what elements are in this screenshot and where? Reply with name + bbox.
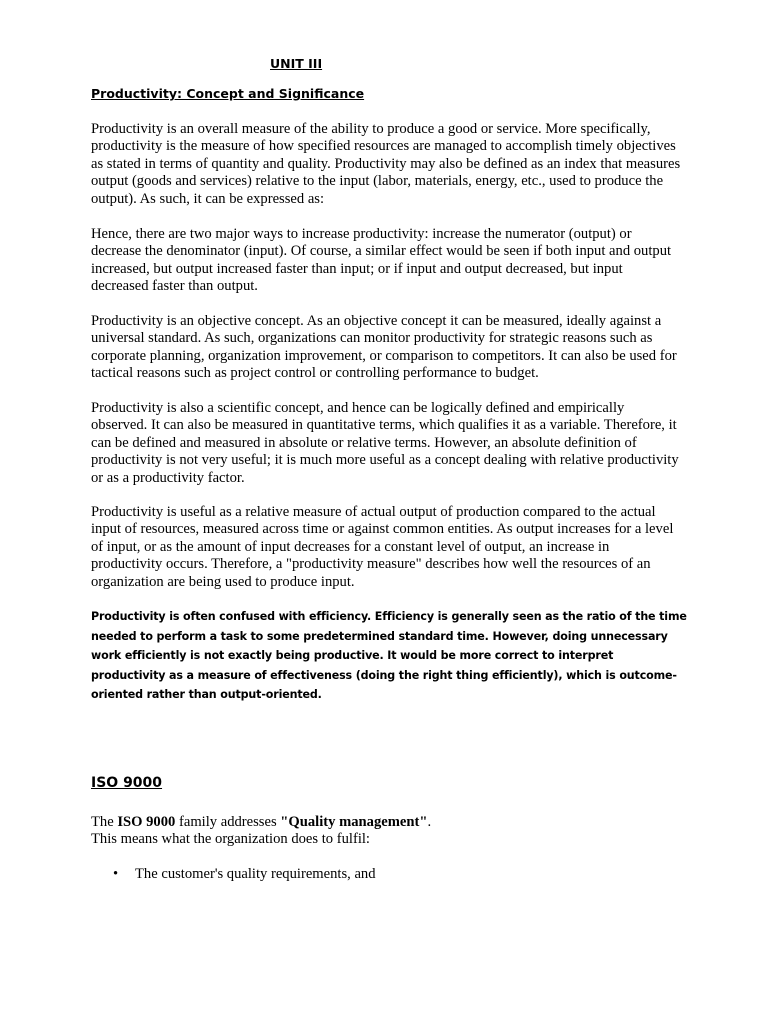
paragraph-objective-concept: Productivity is an objective concept. As an objective concept it can be measured, ideally against a universal standard. As such, organizations can monitor productivity for strategic reasons such as corporate planning, organization improvement, or comparison to competitors. It can also be used for tactical reasons such as project control or controlling performance to budget.	[91, 313, 677, 382]
requirements-list	[91, 866, 683, 883]
paragraph-increase-ways: Hence, there are two major ways to increase productivity: increase the numerator (output) or decrease the denominator (input). Of course, a similar effect would be seen if both input and output increased, but output increased faster than input; or if input and output decreased, but input decreased faster than output.	[91, 226, 672, 295]
bullet-icon: •	[113, 866, 119, 882]
unit-title: UNIT III	[270, 56, 323, 71]
iso-heading: ISO 9000	[91, 775, 163, 791]
productivity-heading: Productivity: Concept and Significance	[91, 86, 365, 101]
paragraph-scientific-concept: Productivity is also a scientific concept, and hence can be logically defined and empirically observed. It can also be measured in quantitative terms, which qualifies it as a variable. Therefore, it can be defined and measured in absolute or relative terms. However, an absolute definition of productivity is not very useful; it is much more useful as a concept dealing with relative productivity or as a productivity factor.	[91, 400, 679, 486]
list-item	[91, 866, 683, 883]
paragraph-relative-measure: Productivity is useful as a relative measure of actual output of production compared to the actual input of resources, measured across time or against common entities. As output increases for a level of input, or as the amount of input decreases for a constant level of output, an increase in productivity occurs. Therefore, a "productivity measure" describes how well the resources of an organization are being used to produce input.	[91, 504, 674, 590]
iso-intro-text: The	[91, 814, 118, 830]
list-item-text: The customer's quality requirements, and	[135, 866, 376, 882]
iso-name-bold: ISO 9000	[117, 814, 176, 830]
quality-management-bold: "Quality management"	[280, 814, 428, 830]
iso-intro-line2: This means what the organization does to fulfil:	[91, 831, 370, 848]
paragraph-definition: Productivity is an overall measure of the ability to produce a good or service. More specifically, productivity is the measure of how specified resources are managed to accomplish timely objectives as stated in terms of quantity and quality. Productivity may also be defined as an index that measures output (goods and services) relative to the input (labor, materials, energy, etc., used to produce the output). As such, it can be expressed as:	[91, 121, 681, 207]
iso-intro-period: .	[427, 814, 432, 830]
iso-intro-text: family addresses	[175, 814, 281, 830]
paragraph-efficiency: Productivity is often confused with efficiency. Efficiency is generally seen as the ratio of the time needed to perform a task to some predetermined standard time. However, doing unnecessary work efficiently is not exactly being productive. It would be more correct to interpret productivity as a measure of effectiveness (doing the right thing efficiently), which is outcome-oriented rather than output-oriented.	[91, 610, 687, 702]
iso-intro-paragraph	[91, 814, 683, 849]
